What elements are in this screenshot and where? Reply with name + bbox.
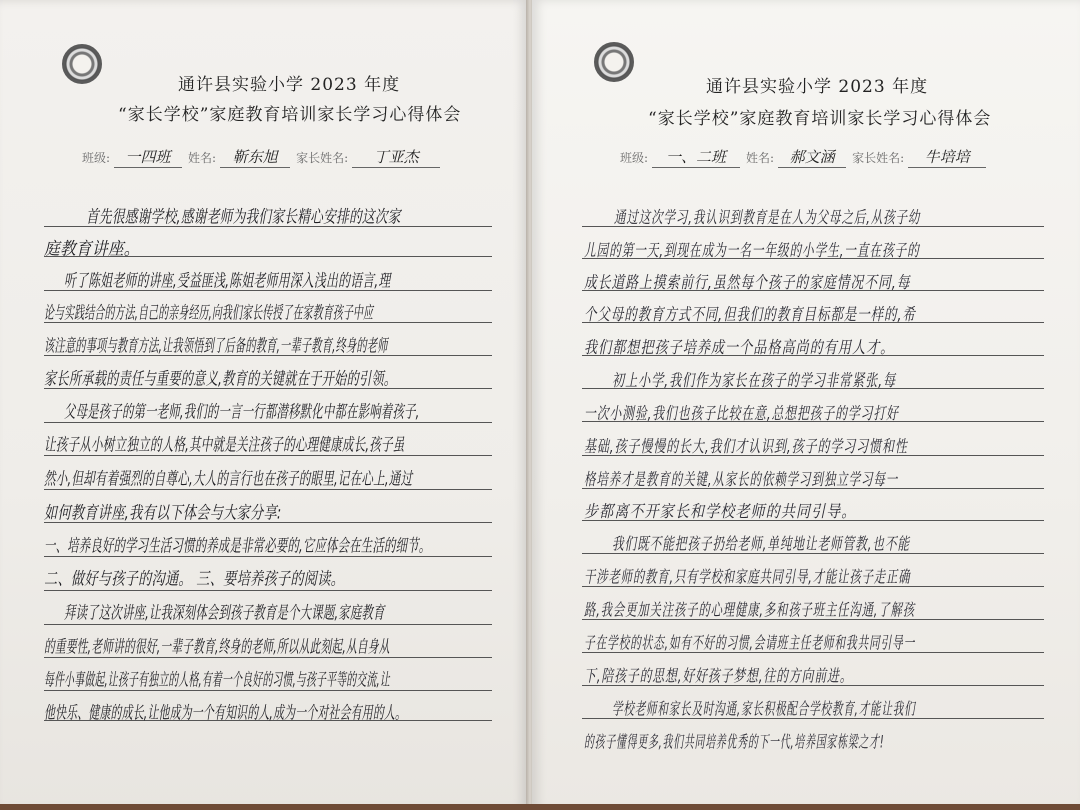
class-value: 一四班 — [114, 146, 182, 168]
handwritten-line: 每件小事做起,让孩子有独立的人格,有着一个良好的习惯,与孩子平等的交流,让 — [44, 669, 390, 690]
table-surface — [0, 804, 1080, 810]
handwritten-line: 听了陈姐老师的讲座,受益匪浅,陈姐老师用深入浅出的语言,理 — [64, 270, 391, 291]
school-seal-icon — [62, 44, 102, 84]
name-value: 郝文涵 — [778, 146, 846, 168]
page-title-line1: 通许县实验小学 2023 年度 — [706, 77, 929, 97]
handwritten-line: 庭教育讲座。 — [44, 238, 140, 259]
handwritten-line: 学校老师和家长及时沟通,家长积极配合学校教育,才能让我们 — [612, 699, 916, 719]
handwritten-line: 子在学校的状态,如有不好的习惯,会请班主任老师和我共同引导一 — [584, 633, 916, 653]
handwritten-line: 一、培养良好的学习生活习惯的养成是非常必要的,它应体会在生活的细节。 — [44, 535, 431, 556]
handwritten-line: 父母是孩子的第一老师,我们的一言一行都潜移默化中都在影响着孩子, — [64, 401, 420, 422]
parent-name-label: 家长姓名: — [296, 151, 349, 165]
handwritten-line: 的重要性,老师讲的很好,一辈子教育,终身的老师,所以从此刻起,从自身从 — [44, 636, 390, 657]
handwritten-line: 首先很感谢学校,感谢老师为我们家长精心安排的这次家 — [86, 206, 401, 227]
handwritten-line: 该注意的事项与教育方法,让我领悟到了后备的教育,一辈子教育,终身的老师 — [44, 335, 388, 356]
handwritten-line: 步都离不开家长和学校老师的共同引导。 — [584, 501, 857, 521]
handwritten-line: 让孩子从小树立独立的人格,其中就是关注孩子的心理健康成长,孩子虽 — [44, 434, 405, 455]
page-title-line2: “家长学校”家庭教育培训家长学习心得体会 — [648, 109, 992, 129]
name-value: 靳东旭 — [220, 146, 290, 168]
name-label: 姓名: — [746, 151, 775, 165]
handwritten-line: 格培养才是教育的关键,从家长的依赖学习到独立学习每一 — [584, 469, 899, 489]
handwritten-line: 拜读了这次讲座,让我深刻体会到孩子教育是个大课题,家庭教育 — [64, 602, 385, 623]
handwritten-line: 干涉老师的教育,只有学校和家庭共同引导,才能让孩子走正确 — [584, 567, 911, 587]
class-value: 一、二班 — [652, 146, 740, 168]
handwritten-line: 儿园的第一天,到现在成为一名一年级的小学生,一直在孩子的 — [584, 240, 920, 260]
parent-name-value: 丁亚杰 — [352, 146, 440, 168]
handwritten-line: 家长所承载的责任与重要的意义,教育的关键就在于开始的引领。 — [44, 368, 397, 389]
handwritten-line: 如何教育讲座,我有以下体会与大家分享: — [44, 502, 282, 523]
parent-name-label: 家长姓名: — [852, 151, 905, 165]
handwritten-line: 论与实践结合的方法,自己的亲身经历,向我们家长传授了在家教育孩子中应 — [44, 302, 374, 323]
class-label: 班级: — [620, 151, 649, 165]
handwritten-line: 个父母的教育方式不同,但我们的教育目标都是一样的,希 — [584, 304, 916, 324]
page-title-line2: “家长学校”家庭教育培训家长学习心得体会 — [118, 105, 462, 125]
handwritten-line: 下,陪孩子的思想,好好孩子梦想,往的方向前进。 — [584, 666, 853, 686]
name-label: 姓名: — [188, 151, 217, 165]
handwritten-line: 二、做好与孩子的沟通。 三、要培养孩子的阅读。 — [44, 568, 345, 589]
handwritten-line: 成长道路上摸索前行,虽然每个孩子的家庭情况不同,每 — [584, 272, 911, 292]
student-info-row — [82, 146, 446, 168]
handwritten-line: 我们都想把孩子培养成一个品格高尚的有用人才。 — [584, 337, 895, 357]
handwritten-line: 的孩子懂得更多,我们共同培养优秀的下一代,培养国家栋梁之才! — [584, 732, 885, 752]
handwritten-line: 路,我会更加关注孩子的心理健康,多和孩子班主任沟通,了解孩 — [584, 600, 915, 620]
handwritten-line: 一次小测验,我们也孩子比较在意,总想把孩子的学习打好 — [584, 403, 899, 423]
left-page — [0, 0, 528, 810]
handwritten-line: 基础,孩子慢慢的长大,我们才认识到,孩子的学习习惯和性 — [584, 436, 908, 456]
class-label: 班级: — [82, 151, 111, 165]
handwritten-line: 初上小学,我们作为家长在孩子的学习非常紧张,每 — [612, 370, 897, 390]
parent-name-value: 牛培培 — [908, 146, 986, 168]
school-seal-icon — [594, 42, 634, 82]
right-page — [532, 0, 1080, 810]
handwritten-line: 我们既不能把孩子扔给老师,单纯地让老师管教,也不能 — [612, 534, 910, 554]
student-info-row — [620, 146, 992, 168]
handwritten-line: 通过这次学习,我认识到教育是在人为父母之后,从孩子幼 — [614, 207, 921, 227]
page-title-line1: 通许县实验小学 2023 年度 — [178, 75, 401, 95]
handwritten-line: 他快乐、健康的成长,让他成为一个有知识的人,成为一个对社会有用的人。 — [44, 702, 407, 723]
handwritten-line: 然小,但却有着强烈的自尊心,大人的言行也在孩子的眼里,记在心上,通过 — [44, 468, 413, 489]
